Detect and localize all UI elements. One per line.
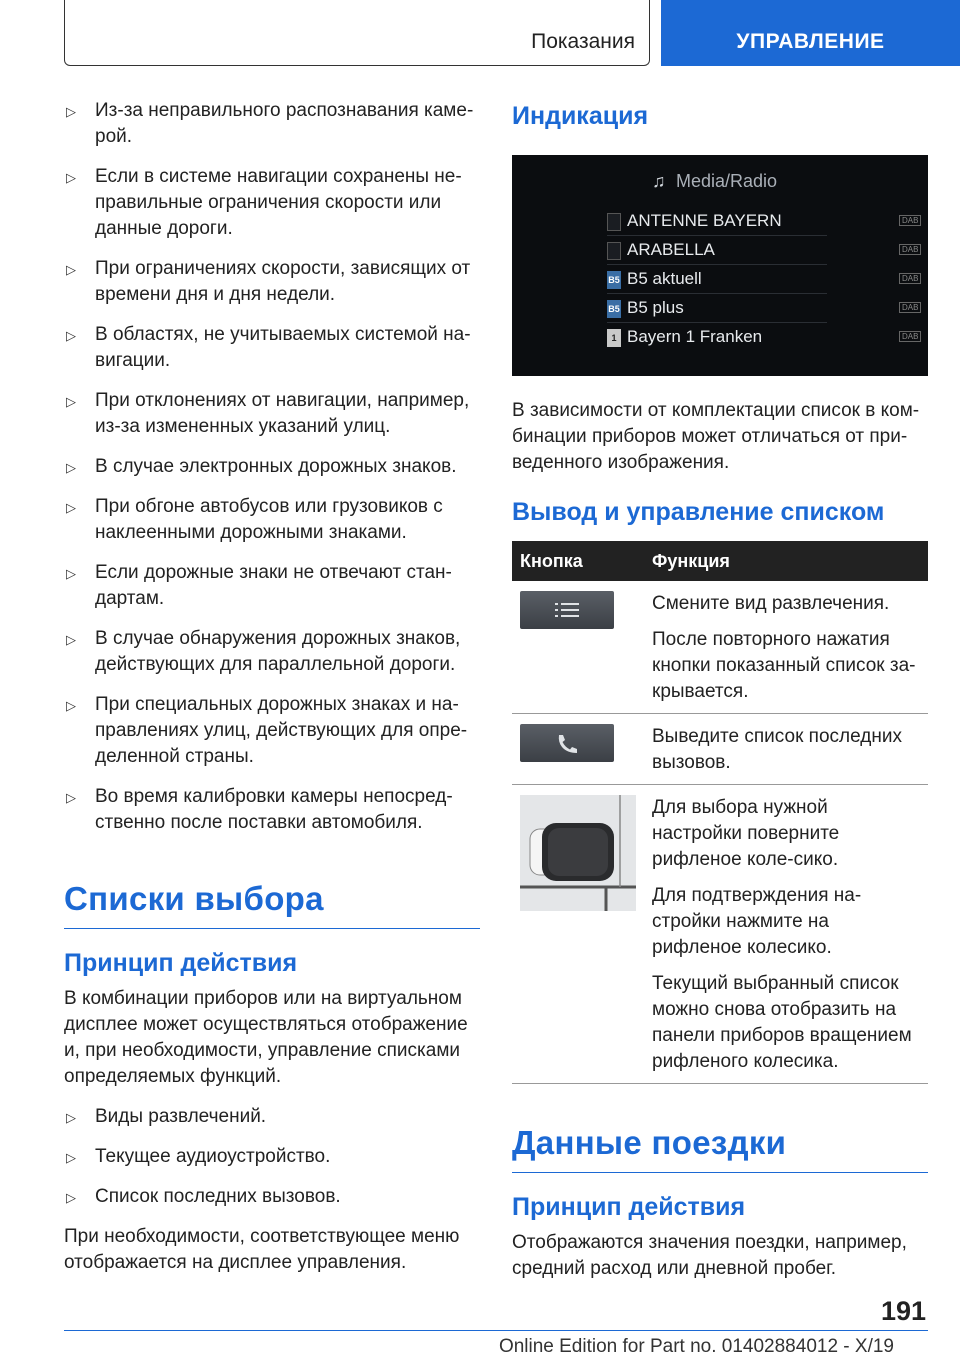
triangle-bullet-icon: ▷ — [66, 262, 76, 277]
triangle-bullet-icon: ▷ — [66, 1150, 76, 1165]
section-tab — [64, 0, 650, 66]
divider — [607, 322, 827, 323]
dab-badge: DAB — [899, 273, 921, 284]
table-row: Для выбора нужной настройки поверните рифленое коле-сико. Для подтверждения на-стройки нажмите на рифленое колесико. Текущий выбранный список можно снова отобразить на панели приборов вращением рифленого колесика. — [512, 785, 928, 1084]
column-header-button: Кнопка — [512, 541, 644, 581]
subheading-principle: Принцип действия — [64, 949, 298, 977]
list-item: ▷ Текущее аудиоустройство. — [64, 1144, 480, 1170]
list-types — [64, 1104, 480, 1210]
media-icon: ♫ — [652, 171, 666, 191]
dab-badge: DAB — [899, 302, 921, 313]
cluster-display-image — [512, 155, 928, 376]
triangle-bullet-icon: ▷ — [66, 170, 76, 185]
table-row: Выведите список последних вызовов. — [512, 714, 928, 785]
trip-paragraph: Отображаются значения поездки, например, средний расход или дневной пробег. — [512, 1232, 907, 1279]
triangle-bullet-icon: ▷ — [66, 790, 76, 805]
station-item: ANTENNE BAYERN DAB — [607, 211, 827, 235]
phone-button-icon — [520, 724, 614, 762]
section-heading-trip-data: Данные поездки — [512, 1124, 928, 1173]
station-placeholder-icon — [607, 213, 621, 231]
list-item: ▷ Во время калибровки камеры непосред-ственно после поставки автомобиля. — [66, 786, 453, 833]
list-item: ▷ Виды развлечений. — [64, 1104, 480, 1130]
list-item: ▷ В случае электронных дорожных знаков. — [64, 454, 480, 480]
list-item: ▷ Из-за неправильного распознавания каме-рой. — [66, 100, 474, 147]
triangle-bullet-icon: ▷ — [66, 632, 76, 647]
station-logo-icon: B5 — [607, 300, 621, 318]
divider — [607, 293, 827, 294]
column-header-function: Функция — [644, 541, 928, 581]
outro-paragraph: При необходимости, соответствующее меню отображается на дисплее управления. — [64, 1226, 460, 1273]
divider — [607, 235, 827, 236]
footer-divider — [64, 1330, 928, 1331]
subheading-list-control: Вывод и управление списком — [512, 498, 885, 526]
list-item: ▷ В областях, не учитываемых системой на-вигации. — [66, 324, 471, 371]
limitations-list — [64, 98, 480, 836]
triangle-bullet-icon: ▷ — [66, 328, 76, 343]
section-label: Показания — [531, 30, 635, 53]
display-caption: В зависимости от комплектации список в ком-бинации приборов может отличаться от при-веденного изображения. — [512, 400, 920, 473]
station-item: B5 B5 plus DAB — [607, 298, 827, 322]
list-item: ▷ Список последних вызовов. — [64, 1184, 480, 1210]
dab-badge: DAB — [899, 244, 921, 255]
divider — [607, 264, 827, 265]
triangle-bullet-icon: ▷ — [66, 500, 76, 515]
station-item: 1 Bayern 1 Franken DAB — [607, 327, 827, 351]
station-item: B5 B5 aktuell DAB — [607, 269, 827, 293]
left-column — [64, 98, 480, 1290]
subheading-indication: Индикация — [512, 102, 649, 130]
list-item: ▷ При специальных дорожных знаках и на-правлениях улиц, действующих для опре-деленной страны. — [66, 694, 468, 767]
list-item: ▷ При ограничениях скорости, зависящих от времени дня и дня недели. — [66, 258, 471, 305]
table-row: Смените вид развлечения. После повторного нажатия кнопки показанный список за-крывается. — [512, 581, 928, 714]
list-button-icon — [520, 591, 614, 629]
triangle-bullet-icon: ▷ — [66, 566, 76, 581]
list-item: ▷ В случае обнаружения дорожных знаков, действующих для параллельной дороги. — [66, 628, 461, 675]
section-heading-selection-lists: Списки выбора — [64, 880, 480, 929]
station-placeholder-icon — [607, 242, 621, 260]
intro-paragraph: В комбинации приборов или на виртуальном дисплее может осуществляться отображение и, при необходимости, управление списками определяемых функций. — [64, 988, 468, 1087]
station-item: ARABELLA DAB — [607, 240, 827, 264]
triangle-bullet-icon: ▷ — [66, 104, 76, 119]
edition-text: Online Edition for Part no. 01402884012 - X/19 — [498, 1336, 894, 1357]
display-header: ♫ Media/Radio — [652, 171, 778, 191]
station-logo-icon: 1 — [607, 329, 621, 347]
triangle-bullet-icon: ▷ — [66, 1110, 76, 1125]
function-table — [512, 541, 928, 1084]
station-logo-icon: B5 — [607, 271, 621, 289]
dab-badge: DAB — [899, 215, 921, 226]
chapter-tab — [661, 0, 960, 66]
subheading-trip-principle: Принцип действия — [512, 1193, 746, 1221]
triangle-bullet-icon: ▷ — [66, 1190, 76, 1205]
triangle-bullet-icon: ▷ — [66, 460, 76, 475]
triangle-bullet-icon: ▷ — [66, 698, 76, 713]
list-item: ▷ Если в системе навигации сохранены не-правильные ограничения скорости или данные дороги. — [66, 166, 462, 239]
page-number: 191 — [880, 1296, 926, 1326]
table-header-row — [512, 541, 928, 581]
right-column — [512, 98, 928, 1296]
chapter-label: УПРАВЛЕНИЕ — [736, 30, 885, 53]
list-item: ▷ Если дорожные знаки не отвечают стан-дартам. — [66, 562, 452, 609]
list-item: ▷ При обгоне автобусов или грузовиков с наклеенными дорожными знаками. — [66, 496, 443, 543]
knob-wheel-icon — [520, 795, 636, 911]
triangle-bullet-icon: ▷ — [66, 394, 76, 409]
page-header — [0, 0, 960, 66]
dab-badge: DAB — [899, 331, 921, 342]
list-item: ▷ При отклонениях от навигации, например, из-за измененных указаний улиц. — [66, 390, 470, 437]
